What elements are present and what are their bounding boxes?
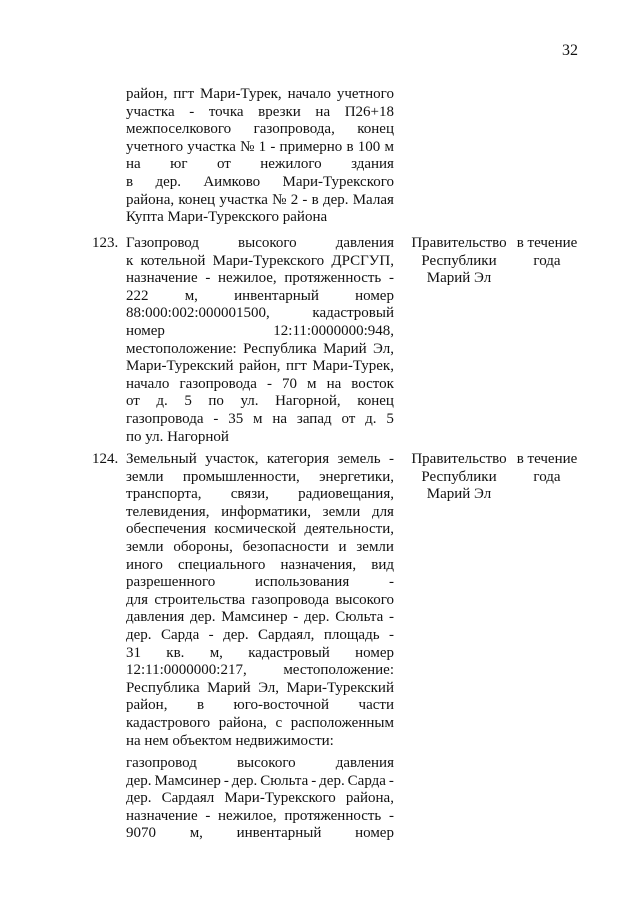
text-line: Правительство xyxy=(411,451,507,467)
text-line: Марий Эл xyxy=(426,270,492,287)
text-line: район, пгт Мари-Турек, начало учетного xyxy=(126,86,394,102)
text-line: давления дер. Мамсинер - дер. Сюльта - xyxy=(126,609,394,626)
text-line: земли обороны, безопасности и земли xyxy=(126,538,394,555)
text-line: Республика Марий Эл, Мари-Турекский xyxy=(126,679,394,696)
text-line: Газопровод высокого давления xyxy=(126,235,394,251)
text-line: кадастрового района, с расположенным xyxy=(126,714,394,731)
text-line: 31 кв. м, кадастровый номер xyxy=(126,644,394,661)
text-line: в течение xyxy=(516,235,578,251)
text-line: начало газопровода - 70 м на восток xyxy=(126,375,394,392)
text-line: Республики xyxy=(421,252,497,269)
text-line: назначение - нежилое, протяженность - xyxy=(126,270,394,287)
text-line: Республики xyxy=(421,468,497,485)
text-line: номер 12:11:0000000:948, xyxy=(126,322,394,339)
text-line: 9070 м, инвентарный номер xyxy=(126,825,394,842)
text-line: разрешенного использования - xyxy=(126,574,394,591)
text-line: обеспечения космической деятельности, xyxy=(126,521,394,538)
entry-123-responsible xyxy=(407,235,511,288)
entry-124-description-object xyxy=(126,755,394,843)
text-line: дер. Сардаял Мари-Турекского района, xyxy=(126,790,394,807)
text-line: учетного участка № 1 - примерно в 100 м xyxy=(126,138,394,155)
text-line: иного специального назначения, вид xyxy=(126,556,394,573)
text-line: в течение xyxy=(516,451,578,467)
text-line: Марий Эл xyxy=(426,486,492,503)
text-line: газопровод высокого давления xyxy=(126,755,394,771)
text-line: по ул. Нагорной xyxy=(126,428,229,445)
text-line: местоположение: Республика Марий Эл, xyxy=(126,340,394,357)
text-line: газопровода - 35 м на запад от д. 5 xyxy=(126,410,394,427)
text-line: Правительство xyxy=(411,235,507,251)
text-line: участка - точка врезки на П26+18 xyxy=(126,103,394,120)
text-line: земли промышленности, энергетики, xyxy=(126,468,394,485)
text-line: Купта Мари-Турекского района xyxy=(126,209,328,226)
text-line: межпоселкового газопровода, конец xyxy=(126,121,394,138)
text-line: к котельной Мари-Турекского ДРСГУП, xyxy=(126,252,394,269)
text-line: телевидения, информатики, земли для xyxy=(126,503,394,520)
text-line: Земельный участок, категория земель - xyxy=(126,451,394,467)
entry-number: 123. xyxy=(92,235,119,251)
text-line: от д. 5 по ул. Нагорной, конец xyxy=(126,393,394,410)
page-number: 32 xyxy=(562,42,578,59)
text-line: для строительства газопровода высокого xyxy=(126,591,394,608)
entry-continuation-description xyxy=(126,86,394,227)
text-line: года xyxy=(533,468,561,485)
text-line: района, конец участка № 2 - в дер. Малая xyxy=(126,191,394,208)
text-line: дер. Мамсинер - дер. Сюльта - дер. Сарда - xyxy=(126,772,394,789)
entry-124-deadline xyxy=(516,451,578,486)
text-line: 88:000:002:000001500, кадастровый xyxy=(126,305,394,322)
entry-number: 124. xyxy=(92,451,119,467)
text-line: район, в юго-восточной части xyxy=(126,697,394,714)
text-line: на нем объектом недвижимости: xyxy=(126,732,334,749)
entry-123-description xyxy=(126,235,394,446)
text-line: дер. Сарда - дер. Сардаял, площадь - xyxy=(126,626,394,643)
text-line: Мари-Турекский район, пгт Мари-Турек, xyxy=(126,358,394,375)
entry-124-description xyxy=(126,451,394,750)
text-line: на юг от нежилого здания xyxy=(126,156,394,173)
entry-124-responsible xyxy=(407,451,511,504)
text-line: назначение - нежилое, протяженность - xyxy=(126,807,394,824)
text-line: года xyxy=(533,252,561,269)
text-line: в дер. Аимково Мари-Турекского xyxy=(126,173,394,190)
text-line: 222 м, инвентарный номер xyxy=(126,287,394,304)
entry-123-deadline xyxy=(516,235,578,270)
text-line: 12:11:0000000:217, местоположение: xyxy=(126,662,394,679)
text-line: транспорта, связи, радиовещания, xyxy=(126,486,394,503)
